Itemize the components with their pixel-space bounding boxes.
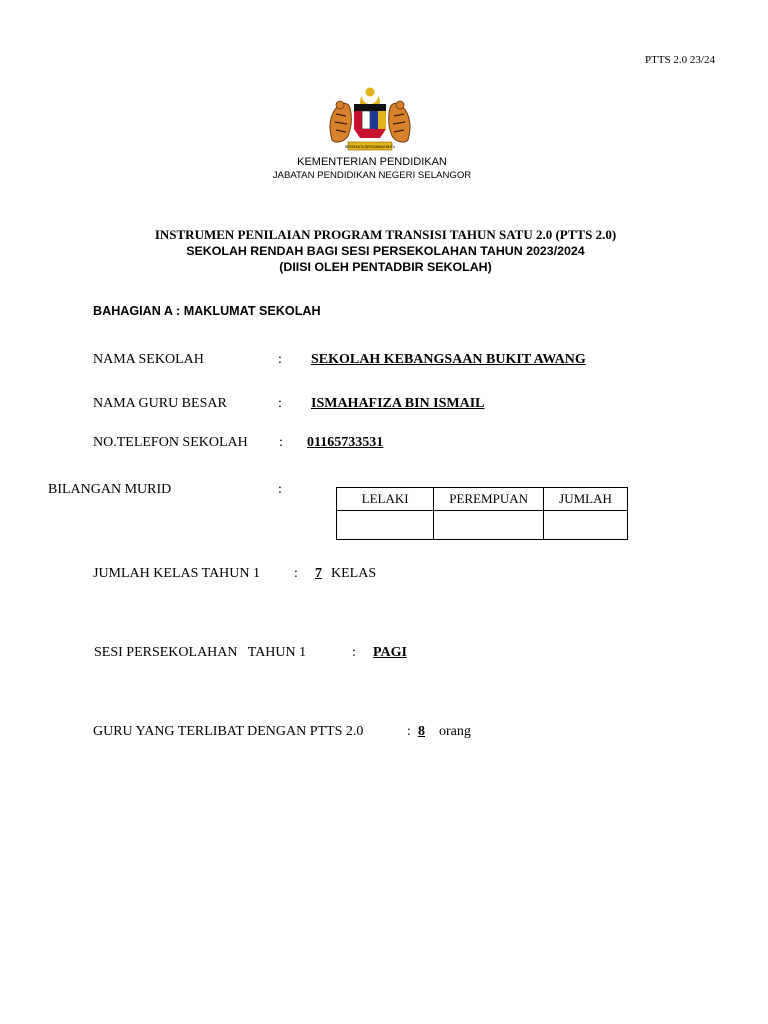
- motto-text: BERSEKUTU BERTAMBAH MUTU: [344, 145, 396, 149]
- school-name-colon: :: [278, 352, 282, 367]
- teachers-colon: :: [407, 724, 411, 739]
- section-heading: BAHAGIAN A : MAKLUMAT SEKOLAH: [93, 304, 321, 318]
- teachers-value: 8: [418, 724, 425, 739]
- teachers-label: GURU YANG TERLIBAT DENGAN PTTS 2.0: [93, 724, 364, 739]
- header-female: PEREMPUAN: [434, 488, 544, 511]
- shield-top: [354, 104, 386, 111]
- classes-label: JUMLAH KELAS TAHUN 1: [93, 566, 261, 581]
- students-label: BILANGAN MURID: [48, 482, 172, 497]
- department-name: JABATAN PENDIDIKAN NEGERI SELANGOR: [272, 170, 472, 181]
- ministry-block: [264, 156, 480, 182]
- title-line-1: INSTRUMEN PENILAIAN PROGRAM TRANSISI TAHUN SATU 2.0 (PTTS 2.0): [154, 227, 617, 242]
- cell-male[interactable]: [337, 511, 434, 540]
- session-value: PAGI: [373, 645, 407, 660]
- session-label: SESI PERSEKOLAHAN TAHUN 1: [94, 645, 307, 660]
- classes-value: 7: [315, 566, 322, 581]
- cell-female[interactable]: [434, 511, 544, 540]
- document-code: PTTS 2.0 23/24: [645, 54, 715, 66]
- teachers-unit: orang: [439, 724, 471, 739]
- phone-label: NO.TELEFON SEKOLAH: [93, 435, 248, 450]
- header-male: LELAKI: [337, 488, 434, 511]
- star-icon: [366, 88, 375, 97]
- phone-colon: :: [279, 435, 283, 450]
- document-titles: [100, 227, 671, 275]
- header-total: JUMLAH: [544, 488, 628, 511]
- student-count-table: [336, 487, 628, 540]
- session-colon: :: [352, 645, 356, 660]
- title-line-3: (DIISI OLEH PENTADBIR SEKOLAH): [279, 260, 492, 274]
- headmaster-colon: :: [278, 396, 282, 411]
- phone-value: 01165733531: [307, 435, 384, 450]
- classes-colon: :: [294, 566, 298, 581]
- headmaster-value: ISMAHAFIZA BIN ISMAIL: [311, 396, 485, 411]
- students-colon: :: [278, 482, 282, 497]
- coat-of-arms-logo: [318, 86, 422, 154]
- school-name-value: SEKOLAH KEBANGSAAN BUKIT AWANG: [311, 352, 586, 367]
- headmaster-label: NAMA GURU BESAR: [93, 396, 227, 411]
- cell-total[interactable]: [544, 511, 628, 540]
- classes-unit: KELAS: [331, 566, 377, 581]
- ministry-name: KEMENTERIAN PENDIDIKAN: [297, 156, 447, 168]
- school-name-label: NAMA SEKOLAH: [93, 352, 204, 367]
- title-line-2: SEKOLAH RENDAH BAGI SESI PERSEKOLAHAN TAHUN 2023/2024: [186, 244, 585, 258]
